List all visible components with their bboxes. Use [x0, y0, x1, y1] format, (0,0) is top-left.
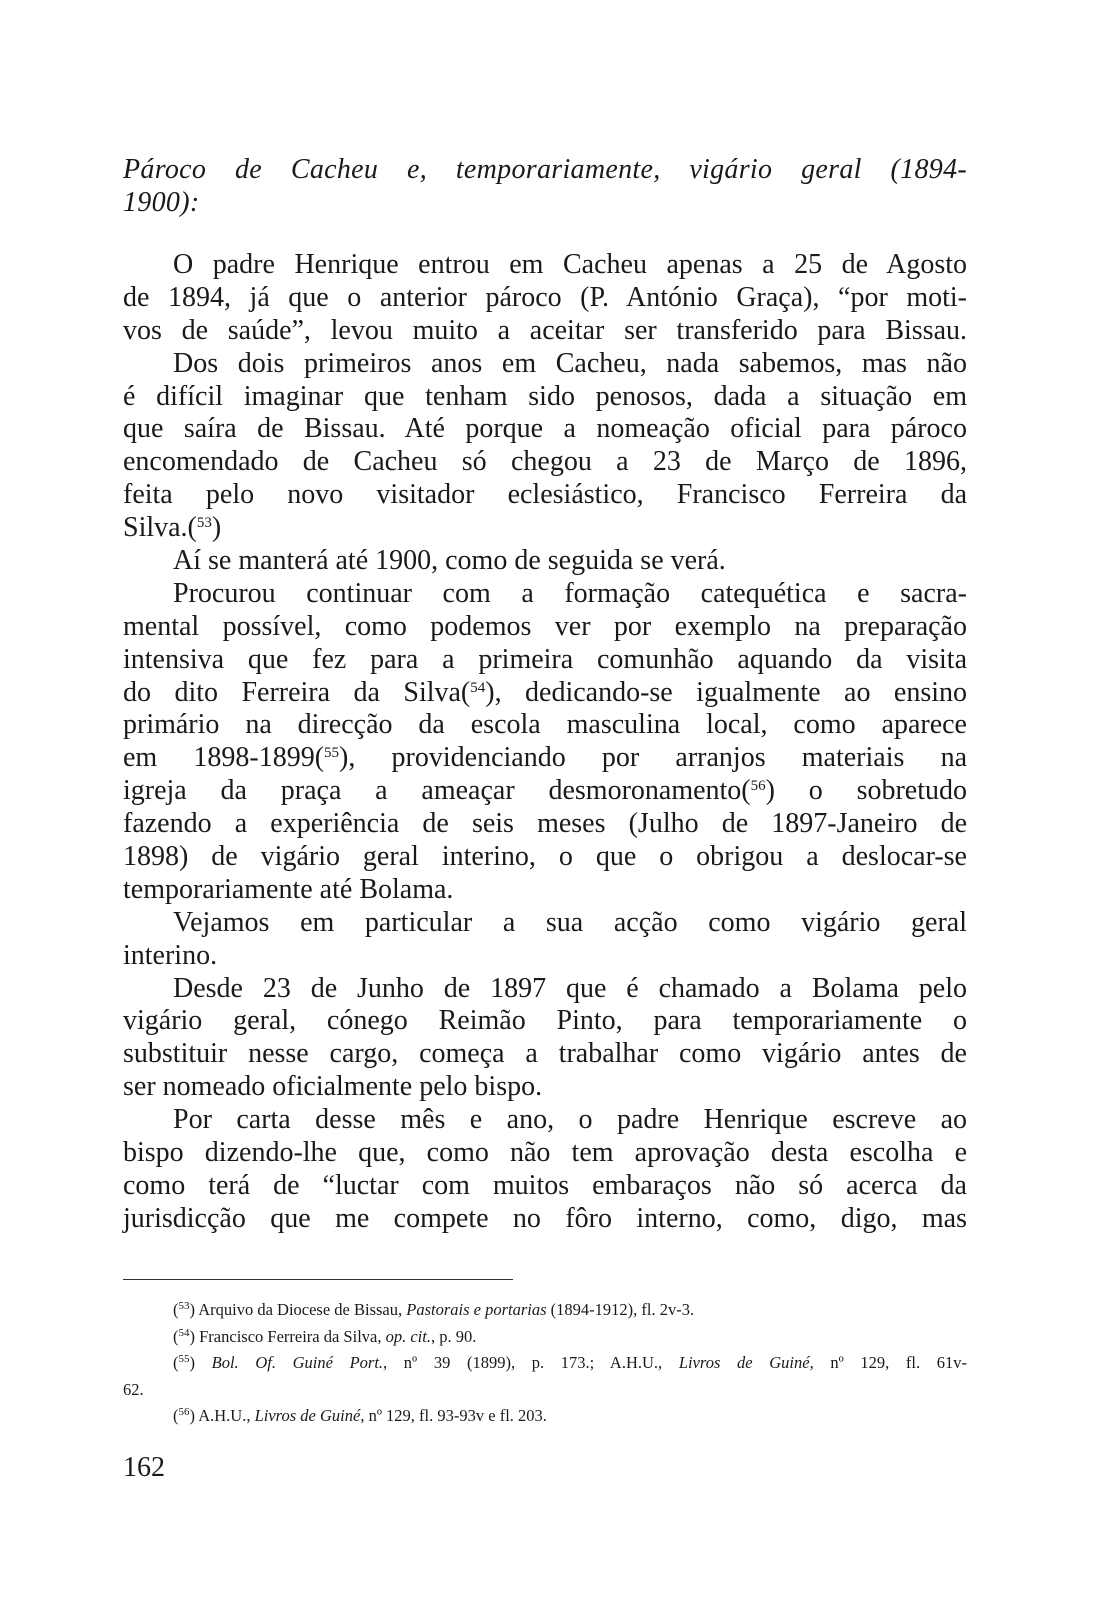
text-run: (: [173, 1326, 179, 1346]
text-run: Por carta desse mês e ano, o padre Henrique escreve ao: [173, 1104, 967, 1136]
text-run: substituir nesse cargo, começa a trabalhar como vigário antes de: [123, 1038, 967, 1070]
body-line: [123, 1038, 967, 1071]
body-line: [123, 874, 967, 907]
text-run: feita pelo novo visitador eclesiástico, Francisco Ferreira da: [123, 479, 967, 511]
body-line: [123, 249, 967, 282]
body-line: [123, 973, 967, 1006]
text-run: temporariamente até Bolama.: [123, 873, 454, 905]
body-line: [123, 446, 967, 479]
text-run: ser nomeado oficialmente pelo bispo.: [123, 1071, 543, 1103]
body-line: [123, 1170, 967, 1203]
text-run: ): [189, 1353, 212, 1372]
footnote-reference: 56: [178, 1406, 190, 1418]
body-line: [123, 1104, 967, 1137]
footnote-reference: 53: [178, 1300, 190, 1312]
text-run: ) A.H.U.,: [189, 1406, 255, 1425]
footnote-reference: 55: [178, 1353, 190, 1365]
text-run: Procurou continuar com a formação catequética e sacra-: [173, 577, 967, 609]
text-run: vos de saúde”, levou muito a aceitar ser transferido para Bissau.: [123, 314, 967, 346]
text-run: ): [211, 512, 222, 544]
text-run: encomendado de Cacheu só chegou a 23 de Março de 1896,: [123, 446, 967, 478]
text-run: jurisdicção que me compete no fôro interno, como, digo, mas: [123, 1202, 967, 1234]
body-line: [123, 1203, 967, 1236]
text-run: que saíra de Bissau. Até porque a nomeação oficial para pároco: [123, 413, 967, 445]
body-line: [123, 644, 967, 677]
text-run: 1898) de vigário geral interino, o que o obrigou a deslocar-se: [123, 841, 967, 873]
body-line: [123, 578, 967, 611]
body-text: [123, 249, 967, 1236]
text-run: do dito Ferreira da Silva(: [123, 676, 471, 708]
italic-title: Bol. Of. Guiné Port.: [211, 1353, 384, 1372]
text-run: Silva.(: [123, 512, 197, 544]
body-line: [123, 841, 967, 874]
body-line: [123, 282, 967, 315]
body-line: [123, 1137, 967, 1170]
body-line: [123, 742, 967, 775]
italic-title: op. cit.: [385, 1326, 431, 1346]
text-run: intensiva que fez para a primeira comunhão aquando da visita: [123, 643, 967, 675]
footnote-line: [123, 1324, 967, 1351]
body-line: [123, 940, 967, 973]
text-run: Desde 23 de Junho de 1897 que é chamado a Bolama pelo: [173, 972, 967, 1004]
footnote-reference: 55: [324, 745, 340, 762]
text-run: , nº 39 (1899), p. 173.; A.H.U.,: [383, 1353, 679, 1372]
text-run: interino.: [123, 939, 218, 971]
text-run: ) o sobretudo: [765, 775, 967, 807]
text-run: ), dedicando-se igualmente ao ensino: [485, 676, 967, 708]
text-run: O padre Henrique entrou em Cacheu apenas a 25 de Agosto: [173, 249, 967, 280]
text-run: fazendo a experiência de seis meses (Julho de 1897-Janeiro de: [123, 808, 967, 840]
text-run: primário na direcção da escola masculina local, como aparece: [123, 709, 967, 741]
text-run: (: [173, 1353, 179, 1372]
heading-line: 1900):: [123, 186, 200, 218]
body-line: [123, 413, 967, 446]
body-line: [123, 479, 967, 512]
italic-title: Pastorais e portarias: [406, 1300, 547, 1319]
text-run: (: [173, 1406, 179, 1425]
text-run: (: [173, 1300, 179, 1319]
text-run: como terá de “luctar com muitos embaraços não só acerca da: [123, 1169, 967, 1201]
italic-title: Livros de Guiné: [254, 1406, 361, 1425]
body-line: [123, 907, 967, 940]
italic-title: Livros de Guiné: [678, 1353, 810, 1372]
text-run: bispo dizendo-lhe que, como não tem aprovação desta escolha e: [123, 1137, 967, 1169]
text-run: é difícil imaginar que tenham sido penosos, dada a situação em: [123, 380, 967, 412]
body-line: [123, 775, 967, 808]
body-line: [123, 808, 967, 841]
text-run: , nº 129, fl. 61v-: [809, 1353, 967, 1372]
footnote-reference: 54: [178, 1326, 190, 1339]
footnote-reference: 53: [196, 515, 212, 532]
text-run: vigário geral, cónego Reimão Pinto, para temporariamente o: [123, 1005, 967, 1037]
footnote-reference: 56: [750, 778, 766, 795]
body-line: [123, 348, 967, 381]
body-line: [123, 677, 967, 710]
text-run: ) Arquivo da Diocese de Bissau,: [189, 1300, 407, 1319]
text-run: , p. 90.: [430, 1326, 477, 1346]
footnote-reference: 54: [470, 679, 486, 696]
text-run: ), providenciando por arranjos materiais na: [339, 742, 968, 774]
text-run: igreja da praça a ameaçar desmoronamento(: [123, 775, 751, 807]
text-run: (1894-1912), fl. 2v-3.: [546, 1300, 695, 1319]
text-run: em 1898-1899(: [123, 742, 325, 774]
body-line: [123, 381, 967, 414]
footnote-divider: [123, 1279, 513, 1280]
body-line: [123, 545, 967, 578]
text-run: , nº 129, fl. 93-93v e fl. 203.: [360, 1406, 547, 1425]
body-line: [123, 709, 967, 742]
body-line: [123, 315, 967, 348]
footnote-line: [123, 1350, 967, 1377]
footnote-line: [123, 1297, 967, 1324]
body-line: [123, 512, 967, 545]
text-run: mental possível, como podemos ver por exemplo na preparação: [123, 610, 967, 642]
heading-line: Pároco de Cacheu e, temporariamente, vigário geral (1894-: [123, 154, 967, 185]
page-number: 162: [123, 1452, 165, 1483]
text-run: Vejamos em particular a sua acção como vigário geral: [173, 906, 967, 938]
body-line: [123, 611, 967, 644]
footnote-line: [123, 1403, 967, 1430]
footnotes: [123, 1297, 967, 1430]
body-line: [123, 1071, 967, 1104]
text-run: Aí se manterá até 1900, como de seguida se verá.: [173, 545, 726, 577]
section-heading: [123, 153, 967, 219]
text-run: de 1894, já que o anterior pároco (P. António Graça), “por moti-: [123, 281, 967, 313]
text-run: Dos dois primeiros anos em Cacheu, nada sabemos, mas não: [173, 347, 967, 379]
text-run: ) Francisco Ferreira da Silva,: [189, 1326, 386, 1346]
body-line: [123, 1005, 967, 1038]
text-run: 62.: [123, 1379, 144, 1399]
footnote-line: [123, 1377, 967, 1404]
